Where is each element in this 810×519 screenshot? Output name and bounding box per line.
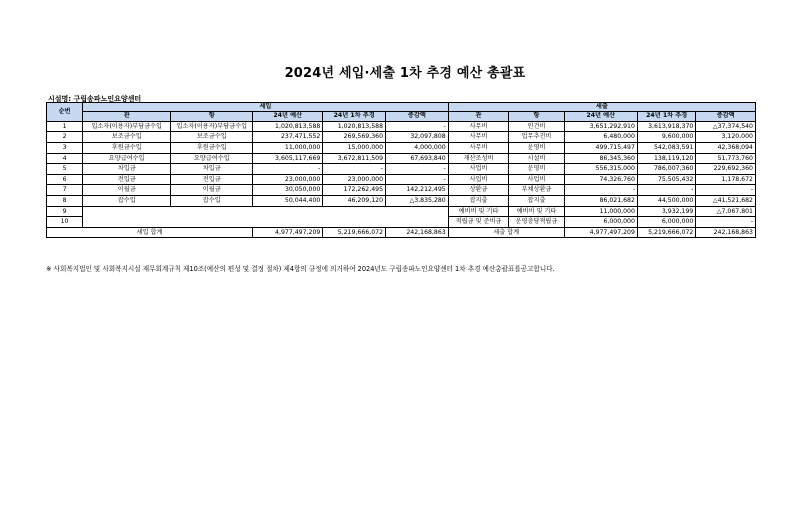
- header-revenue-gwan: 관: [83, 112, 171, 121]
- revenue-gwan: 입소자(이용자)부담금수입: [83, 121, 171, 132]
- expenditure-hang: 부채상환금: [509, 185, 564, 196]
- expenditure-diff: 51,773,760: [696, 153, 756, 164]
- expenditure-hang: 운영비: [509, 164, 564, 175]
- header-expenditure-budget: 24년 예산: [564, 112, 637, 121]
- revenue-hang: 보조금수입: [171, 132, 253, 143]
- expenditure-hang: 시설비: [509, 153, 564, 164]
- expenditure-budget: 499,715,497: [564, 143, 637, 154]
- expenditure-gwan: 재산조성비: [448, 153, 509, 164]
- revenue-budget: 11,000,000: [253, 143, 323, 154]
- expenditure-supp: 44,500,000: [637, 195, 695, 206]
- revenue-diff: 142,212,495: [386, 185, 449, 196]
- expenditure-diff: 1,178,672: [696, 174, 756, 185]
- revenue-supp: 172,262,495: [323, 185, 386, 196]
- expenditure-supp: 542,083,591: [637, 143, 695, 154]
- expenditure-diff: 42,368,094: [696, 143, 756, 154]
- budget-summary-table: [46, 102, 756, 238]
- header-expenditure-supp: 24년 1차 추경: [637, 112, 695, 121]
- revenue-hang: 후원금수입: [171, 143, 253, 154]
- revenue-supp: 1,020,813,588: [323, 121, 386, 132]
- table-row: [47, 153, 756, 164]
- revenue-hang: 전입금: [171, 174, 253, 185]
- revenue-total-diff: 242,168,863: [386, 227, 449, 238]
- revenue-budget: 50,044,400: [253, 195, 323, 206]
- revenue-budget: 237,471,552: [253, 132, 323, 143]
- revenue-diff: 67,693,840: [386, 153, 449, 164]
- revenue-diff: 4,000,000: [386, 143, 449, 154]
- expenditure-total-supp: 5,219,666,072: [637, 227, 695, 238]
- revenue-supp: 3,672,811,509: [323, 153, 386, 164]
- expenditure-supp: 138,119,120: [637, 153, 695, 164]
- revenue-budget: 1,020,813,588: [253, 121, 323, 132]
- revenue-total-label: 세입 합계: [47, 227, 253, 238]
- header-revenue-supp: 24년 1차 추경: [323, 112, 386, 121]
- expenditure-hang: 예비비 및 기타: [509, 206, 564, 217]
- revenue-gwan: 요양급여수입: [83, 153, 171, 164]
- table-row: [47, 174, 756, 185]
- header-expenditure-hang: 항: [509, 112, 564, 121]
- revenue-diff: -: [386, 121, 449, 132]
- expenditure-hang: 운영비: [509, 143, 564, 154]
- revenue-hang: 입소자(이용자)부담금수입: [171, 121, 253, 132]
- header-expenditure-diff: 증감액: [696, 112, 756, 121]
- expenditure-diff: -: [696, 217, 756, 228]
- expenditure-diff: 3,120,000: [696, 132, 756, 143]
- expenditure-supp: -: [637, 185, 695, 196]
- revenue-gwan: 전입금: [83, 174, 171, 185]
- expenditure-budget: 11,000,000: [564, 206, 637, 217]
- expenditure-supp: 3,613,918,370: [637, 121, 695, 132]
- expenditure-supp: 6,000,000: [637, 217, 695, 228]
- expenditure-budget: -: [564, 185, 637, 196]
- row-seq: 10: [47, 217, 83, 228]
- expenditure-hang: 사업비: [509, 174, 564, 185]
- totals-row: [47, 227, 756, 238]
- revenue-supp: 15,000,000: [323, 143, 386, 154]
- table-row: [47, 164, 756, 175]
- expenditure-gwan: 예비비 및 기타: [448, 206, 509, 217]
- row-seq: 8: [47, 195, 83, 206]
- facility-name: 시설명: 구립송파노인요양센터: [48, 95, 142, 103]
- revenue-gwan: 후원금수입: [83, 143, 171, 154]
- revenue-empty-cell: [83, 206, 449, 227]
- revenue-diff: -: [386, 174, 449, 185]
- expenditure-budget: 74,326,760: [564, 174, 637, 185]
- expenditure-total-diff: 242,168,863: [696, 227, 756, 238]
- expenditure-hang: 업무추진비: [509, 132, 564, 143]
- revenue-hang: 잡수입: [171, 195, 253, 206]
- revenue-budget: -: [253, 164, 323, 175]
- expenditure-gwan: 적립금 및 준비금: [448, 217, 509, 228]
- revenue-total-budget: 4,977,497,209: [253, 227, 323, 238]
- expenditure-gwan: 사무비: [448, 121, 509, 132]
- expenditure-budget: 6,000,000: [564, 217, 637, 228]
- page-title: 2024년 세입·세출 1차 추경 예산 총괄표: [284, 66, 526, 81]
- header-expenditure: 세출: [448, 103, 755, 112]
- revenue-supp: 46,209,120: [323, 195, 386, 206]
- revenue-hang: 차입금: [171, 164, 253, 175]
- expenditure-budget: 86,345,360: [564, 153, 637, 164]
- expenditure-total-budget: 4,977,497,209: [564, 227, 637, 238]
- row-seq: 9: [47, 206, 83, 217]
- expenditure-supp: 75,505,432: [637, 174, 695, 185]
- expenditure-hang: 잡지출: [509, 195, 564, 206]
- expenditure-diff: -: [696, 185, 756, 196]
- revenue-budget: 3,605,117,669: [253, 153, 323, 164]
- expenditure-supp: 786,007,360: [637, 164, 695, 175]
- revenue-diff: 32,097,808: [386, 132, 449, 143]
- revenue-supp: -: [323, 164, 386, 175]
- header-revenue: 세입: [83, 103, 449, 112]
- expenditure-diff: 229,692,360: [696, 164, 756, 175]
- revenue-gwan: 차입금: [83, 164, 171, 175]
- header-revenue-budget: 24년 예산: [253, 112, 323, 121]
- expenditure-diff: △37,374,540: [696, 121, 756, 132]
- expenditure-gwan: 사무비: [448, 132, 509, 143]
- expenditure-budget: 86,021,682: [564, 195, 637, 206]
- expenditure-hang: 인건비: [509, 121, 564, 132]
- row-seq: 7: [47, 185, 83, 196]
- expenditure-budget: 6,480,000: [564, 132, 637, 143]
- revenue-gwan: 보조금수입: [83, 132, 171, 143]
- revenue-budget: 30,050,000: [253, 185, 323, 196]
- revenue-total-supp: 5,219,666,072: [323, 227, 386, 238]
- expenditure-supp: 3,932,199: [637, 206, 695, 217]
- revenue-diff: -: [386, 164, 449, 175]
- revenue-diff: △3,835,280: [386, 195, 449, 206]
- row-seq: 6: [47, 174, 83, 185]
- expenditure-diff: △41,521,682: [696, 195, 756, 206]
- header-expenditure-gwan: 관: [448, 112, 509, 121]
- expenditure-budget: 556,315,000: [564, 164, 637, 175]
- revenue-gwan: 이월금: [83, 185, 171, 196]
- table-header-row-1: [47, 103, 756, 112]
- table-row: [47, 195, 756, 206]
- header-revenue-hang: 항: [171, 112, 253, 121]
- header-seq: 순번: [47, 103, 83, 122]
- expenditure-gwan: 사업비: [448, 164, 509, 175]
- row-seq: 2: [47, 132, 83, 143]
- expenditure-budget: 3,651,292,910: [564, 121, 637, 132]
- row-seq: 1: [47, 121, 83, 132]
- expenditure-supp: 9,600,000: [637, 132, 695, 143]
- revenue-hang: 요양급여수입: [171, 153, 253, 164]
- revenue-budget: 23,000,000: [253, 174, 323, 185]
- table-row: [47, 132, 756, 143]
- expenditure-gwan: 잡지출: [448, 195, 509, 206]
- row-seq: 4: [47, 153, 83, 164]
- revenue-supp: 269,569,360: [323, 132, 386, 143]
- expenditure-hang: 운영충당적립금: [509, 217, 564, 228]
- row-seq: 3: [47, 143, 83, 154]
- table-header-row-2: [47, 112, 756, 121]
- footnote: ※ 사회복지법인 및 사회복지시설 재무회계규칙 제10조(예산의 편성 및 결정 절차) 제4항의 규정에 의거하여 2024년도 구립송파노인요양센터 1차 추경 예산총괄표를공고합니다.: [46, 265, 555, 273]
- expenditure-total-label: 세출 합계: [448, 227, 564, 238]
- revenue-gwan: 잡수입: [83, 195, 171, 206]
- expenditure-gwan: 사업비: [448, 174, 509, 185]
- table-row: [47, 121, 756, 132]
- expenditure-diff: △7,067,801: [696, 206, 756, 217]
- row-seq: 5: [47, 164, 83, 175]
- revenue-supp: 23,000,000: [323, 174, 386, 185]
- revenue-hang: 이월금: [171, 185, 253, 196]
- table-row: [47, 185, 756, 196]
- header-revenue-diff: 증감액: [386, 112, 449, 121]
- expenditure-gwan: 사무비: [448, 143, 509, 154]
- table-row: [47, 206, 756, 217]
- table-row: [47, 143, 756, 154]
- expenditure-gwan: 상환금: [448, 185, 509, 196]
